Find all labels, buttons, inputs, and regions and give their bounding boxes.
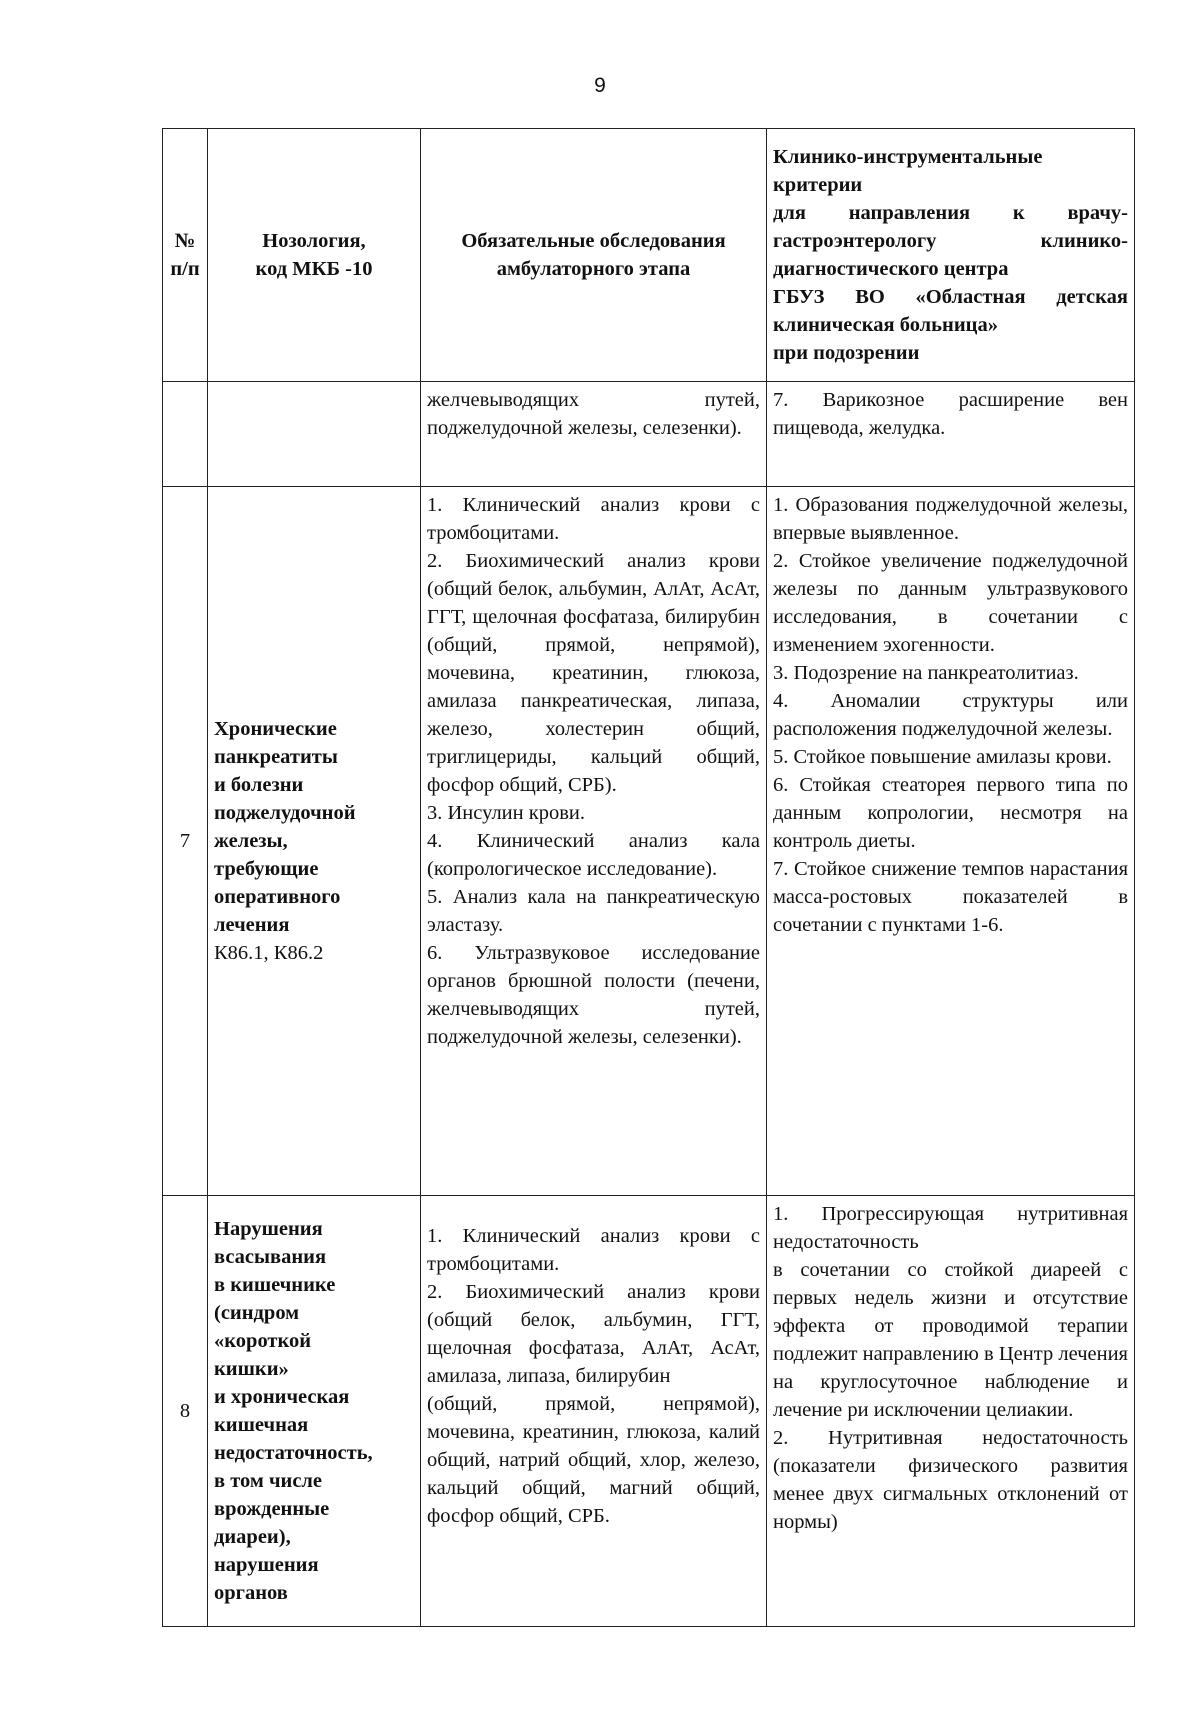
nosology-line: лечения [214,914,290,936]
header-nosology-line: Нозология, [262,230,366,252]
criteria-item: 1. Образования поджелудочной железы, впервые выявленное. [773,494,1128,544]
exam-item: 6. Ультразвуковое исследование органов брюшной полости (печени, желчевыводящих путей, поджелудочной железы, селезенки). [427,942,760,1048]
criteria-item: 1. Прогрессирующая нутритивная недостаточность [773,1203,1128,1253]
nosology-line: диареи), [214,1526,291,1548]
nosology-line: врожденные [214,1498,330,1520]
nosology-line: в том числе [214,1470,323,1492]
nosology-line: оперативного [214,886,341,908]
referral-criteria-table [162,128,1135,1627]
criteria-item: 3. Подозрение на панкреатолитиаз. [773,662,1079,684]
header-criteria-line: Клинико-инструментальные [773,146,1043,168]
nosology-line: поджелудочной [214,802,356,824]
cell-criteria [767,487,1135,1196]
nosology-line: кишки» [214,1358,289,1380]
table-row-8 [163,1196,1135,1627]
header-criteria-line: ГБУЗ ВО «Областная детская клиническая больница» [773,286,1128,336]
exam-item: 2. Биохимический анализ крови (общий белок, альбумин, ГГТ, щелочная фосфатаза, АлАт, АсАт, амилаза, липаза, билирубин [427,1281,760,1387]
exam-item: 2. Биохимический анализ крови (общий белок, альбумин, АлАт, АсАт, ГГТ, щелочная фосфатаза, билирубин (общий, прямой, непрямой), мочевина, креатинин, глюкоза, амилаза панкреатическая, липаза, железо, холестерин общий, триглицериды, кальций общий, фосфор общий, СРБ). [427,550,760,796]
table-header-row [163,129,1135,382]
nosology-line: Хронические [214,718,337,740]
criteria-item: 7. Стойкое снижение темпов нарастания масса-ростовых показателей в сочетании с пунктами 1-6. [773,858,1128,936]
page-number: 9 [594,74,606,97]
header-criteria [767,129,1135,382]
nosology-line: в кишечнике [214,1274,336,1296]
cell-exams [421,487,767,1196]
header-num-line: п/п [170,258,200,280]
header-criteria-line: для направления к врачу-гастроэнтерологу клинико-диагностического центра [773,202,1128,280]
exam-item: 5. Анализ кала на панкреатическую эластазу. [427,886,760,936]
criteria-item: 6. Стойкая стеаторея первого типа по данным копрологии, несмотря на контроль диеты. [773,774,1128,852]
nosology-line: недостаточность, [214,1442,373,1464]
nosology-line: железы, [214,830,288,852]
criteria-item: 2. Стойкое увеличение поджелудочной железы по данным ультразвукового исследования, в сочетании с изменением эхогенности. [773,550,1128,656]
nosology-line: органов [214,1582,288,1604]
header-exams-line: амбулаторного этапа [496,258,691,280]
cell-nosology [208,382,421,487]
criteria-item: 5. Стойкое повышение амилазы крови. [773,746,1112,768]
nosology-line: Нарушения [214,1218,323,1240]
cell-criteria [767,1196,1135,1627]
nosology-line: панкреатиты [214,746,338,768]
header-num-line: № [174,230,196,252]
nosology-line: (синдром [214,1302,300,1324]
criteria-item: 7. Варикозное расширение вен пищевода, желудка. [773,389,1128,439]
header-num [163,129,208,382]
exam-item: 3. Инсулин крови. [427,802,585,824]
exam-item: (общий, прямой, непрямой), мочевина, креатинин, глюкоза, калий общий, натрий общий, хлор, железо, кальций общий, магний общий, фосфор общий, СРБ. [427,1393,760,1527]
header-nosology [208,129,421,382]
nosology-line: и болезни [214,774,304,796]
nosology-line: всасывания [214,1246,327,1268]
nosology-line: «короткой [214,1330,312,1352]
criteria-item: в сочетании со стойкой диареей с первых недель жизни и отсутствие эффекта от проводимой терапии подлежит направлению в Центр лечения на круглосуточное наблюдение и лечение ри исключении целиакии. [773,1259,1128,1421]
exam-item: 1. Клинический анализ крови с тромбоцитами. [427,1225,760,1275]
criteria-item: 2. Нутритивная недостаточность (показатели физического развития менее двух сигмальных отклонений от нормы) [773,1427,1128,1533]
exam-item: 4. Клинический анализ кала (копрологическое исследование). [427,830,760,880]
cell-exams [421,382,767,487]
header-exams [421,129,767,382]
cell-num: 7 [163,487,208,1196]
nosology-line: нарушения [214,1554,319,1576]
cell-num [163,382,208,487]
header-exams-line: Обязательные обследования [461,230,726,252]
cell-exams [421,1196,767,1627]
exam-item: 1. Клинический анализ крови с тромбоцитами. [427,494,760,544]
icd-code: К86.1, К86.2 [214,942,324,964]
nosology-line: кишечная [214,1414,309,1436]
cell-num: 8 [163,1196,208,1627]
nosology-line: требующие [214,858,319,880]
table-row-7 [163,487,1135,1196]
exam-item: желчевыводящих путей, поджелудочной железы, селезенки). [427,389,760,439]
criteria-item: 4. Аномалии структуры или расположения поджелудочной железы. [773,690,1128,740]
table-row-continued [163,382,1135,487]
header-criteria-line: критерии [773,174,863,196]
header-nosology-line: код МКБ -10 [255,258,373,280]
cell-criteria [767,382,1135,487]
cell-nosology [208,1196,421,1627]
nosology-line: и хроническая [214,1386,350,1408]
header-criteria-line: при подозрении [773,342,920,364]
cell-nosology [208,487,421,1196]
